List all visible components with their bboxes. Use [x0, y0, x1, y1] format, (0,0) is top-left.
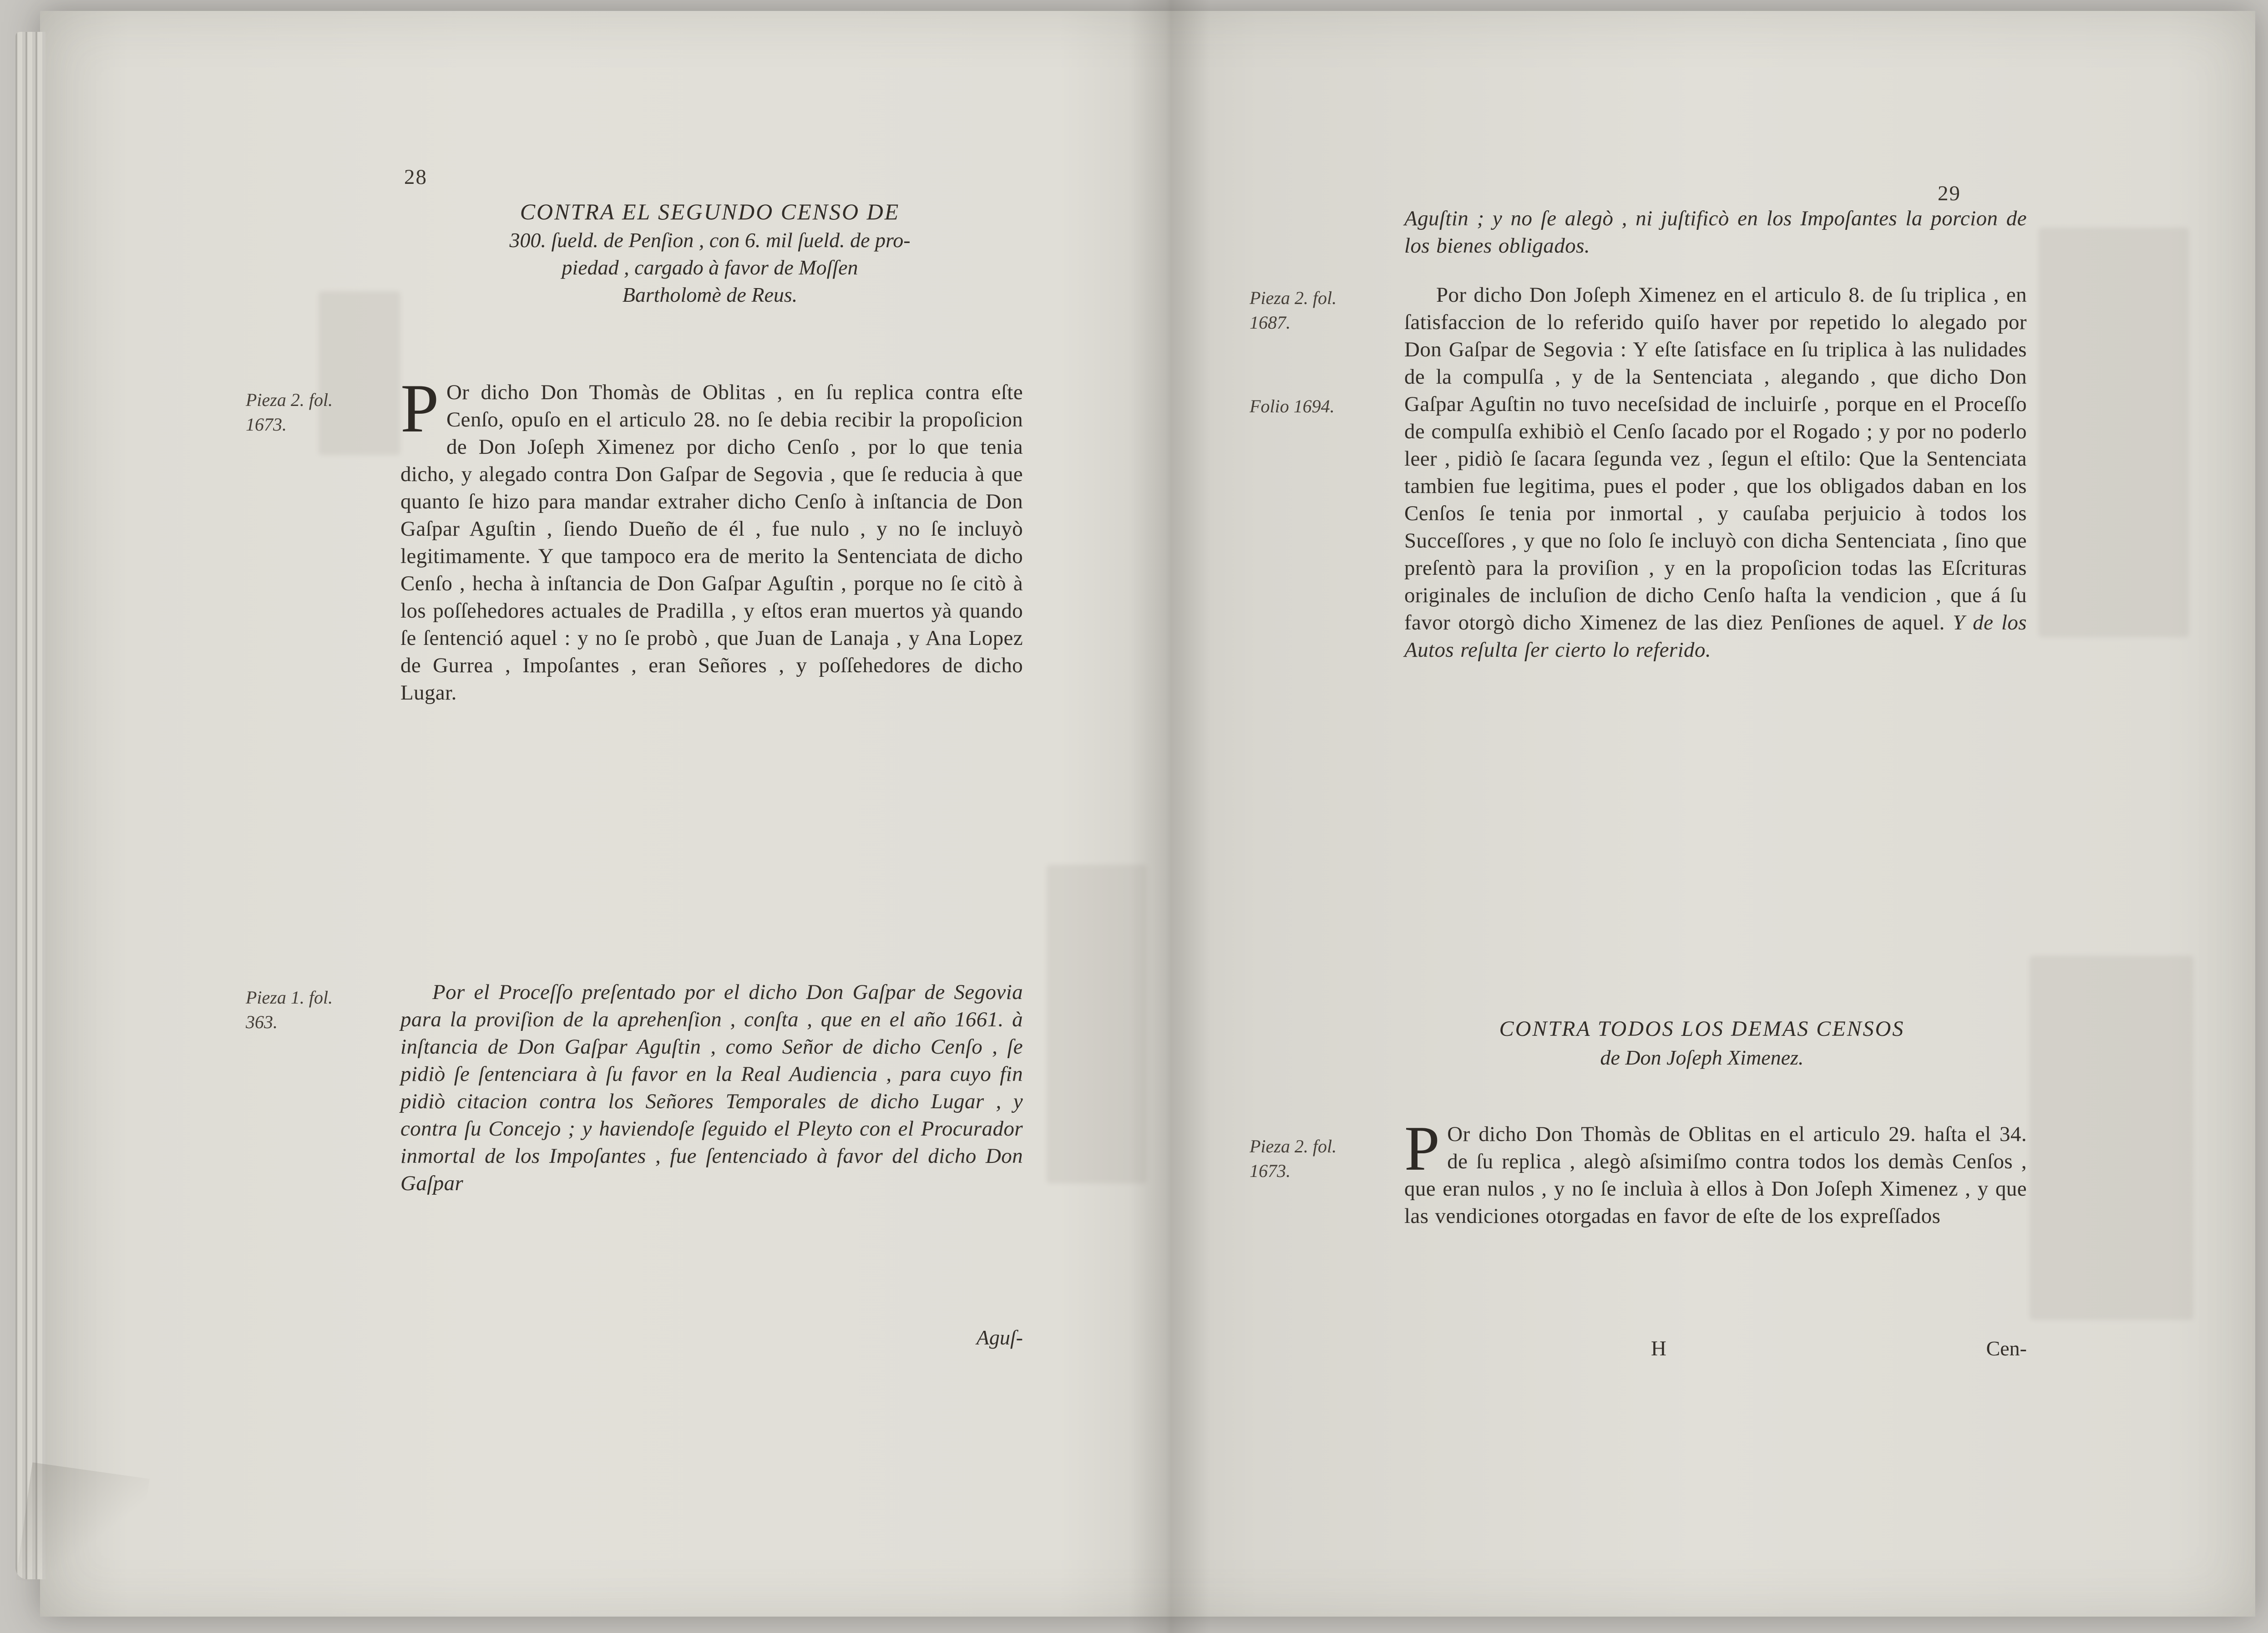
heading-line: Bartholomè de Reus.	[622, 283, 798, 306]
section-heading-right	[1361, 1014, 2043, 1071]
margin-note: Pieza 2. fol. 1673.	[1250, 1136, 1337, 1181]
page-corner-curl	[16, 1462, 150, 1596]
drop-cap: P	[1404, 1113, 1440, 1184]
paragraph	[400, 979, 1023, 1197]
paragraph-text: Aguſtin ; y no ſe alegò , ni juſtificò en los Impoſantes la porcion de los bienes obligados.	[1404, 207, 2027, 258]
heading-line: de Don Joſeph Ximenez.	[1600, 1046, 1804, 1069]
bleed-through-mark	[2039, 228, 2189, 637]
paragraph-text: Por dicho Don Joſeph Ximenez en el articulo 8. de ſu triplica , en ſatisfaccion de lo referido quiſo haver por repetido lo alegado por Don Gaſpar de Segovia : Y eſte ſatisface en ſu triplica à las nulidades de la compulſa , y de la Sentenciata , alegando , que dicho Don Gaſpar Aguſtin no tuvo neceſsidad de incluirſe , porque en el Proceſſo de compulſa exhibiò el Cenſo ſacado por el Rogado ; y por no poderlo leer , pidiò ſe ſacara ſegunda vez , ſegun el eſtilo: Que la Sentenciata tambien fue legitima, pues el poder , que los obligados daban en los Cenſos ſe tenia por inmortal , y cauſaba perjuicio à todos los Succeſſores , y que no ſolo ſe incluyò con dicha Sentenciata , ſino que preſentò para la proviſion , y en la propoſicion todas las Eſcrituras originales de incluſion de dicho Cenſo haſta la vendicion , que á ſu favor otorgò dicho Ximenez de las diez Penſiones de aquel.	[1404, 283, 2027, 634]
margin-note: Pieza 2. fol. 1687.	[1250, 288, 1337, 333]
bleed-through-mark	[1047, 865, 1147, 1183]
continuation-paragraph	[1404, 205, 2027, 259]
catchword: Cen-	[1986, 1337, 2027, 1360]
book-gutter	[1129, 0, 1210, 1633]
paragraph-text: Or dicho Don Thomàs de Oblitas , en ſu replica contra eſte Cenſo, opuſo en el articulo 28. no ſe debia recibir la propoſicion de Don Joſeph Ximenez por dicho Cenſo , por lo que tenia dicho, y alegado contra Don Gaſpar de Segovia , que ſe reducia à que quanto ſe hizo para mandar extraher dicho Cenſo à inſtancia de Don Gaſpar Aguſtin , ſiendo Dueño de él , fue nulo , y no ſe incluyò legitimamente. Y que tampoco era de merito la Sentenciata de dicho Cenſo , hecha à inſtancia de Don Gaſpar Aguſtin , porque no ſe citò à los poſſehedores actuales de Pradilla , y eſtos eran muertos yà quando ſe ſentenció aquel : y no ſe probò , que Juan de Lanaja , y Ana Lopez de Gurrea , Impoſantes , eran Señores , y poſſehedores de dicho Lugar.	[400, 380, 1023, 705]
paragraph	[400, 370, 1023, 706]
paragraph	[1404, 281, 2027, 664]
margin-note: Pieza 1. fol. 363.	[246, 987, 333, 1032]
drop-cap: P	[400, 370, 439, 446]
paragraph-text: Or dicho Don Thomàs de Oblitas en el articulo 29. haſta el 34. de ſu replica , alegò aſsimiſmo contra todos los demàs Cenſos , que eran nulos , y no ſe incluìa à ellos à Don Joſeph Ximenez , y que las vendiciones otorgadas en favor de eſte de los expreſſados	[1404, 1122, 2027, 1228]
heading-line: piedad , cargado à favor de Moſſen	[562, 256, 858, 279]
margin-note: Folio 1694.	[1250, 396, 1335, 416]
heading-line: CONTRA TODOS LOS DEMAS CENSOS	[1499, 1017, 1905, 1041]
signature-mark: H	[1651, 1337, 1666, 1360]
paragraph-text-italic: Y de los Autos reſulta ſer cierto lo referido.	[1404, 611, 2027, 662]
margin-note: Pieza 2. fol. 1673.	[246, 390, 333, 435]
section-heading-left	[359, 197, 1060, 309]
bleed-through-mark	[2030, 956, 2193, 1320]
page-number-left: 28	[404, 165, 427, 189]
heading-line: 300. ſueld. de Penſion , con 6. mil ſueld. de pro-	[509, 228, 911, 252]
page-number-right: 29	[1938, 182, 1961, 205]
page-edge-stack	[15, 32, 46, 1579]
catchword: Aguſ-	[976, 1326, 1023, 1349]
heading-line: CONTRA EL SEGUNDO CENSO DE	[520, 199, 900, 224]
paragraph-text: Por el Proceſſo preſentado por el dicho Don Gaſpar de Segovia para la proviſion de la aprehenſion , conſta , que en el año 1661. à inſtancia de Don Gaſpar Aguſtin , como Señor de dicho Cenſo , ſe pidiò ſe ſentenciara à ſu favor en la Real Audiencia , para cuyo fin pidiò citacion contra los Señores Temporales de dicho Lugar , y contra ſu Concejo ; y haviendoſe ſeguido el Pleyto con el Procurador inmortal de los Impoſantes , fue ſentenciado à favor del dicho Don Gaſpar	[400, 980, 1023, 1195]
paragraph	[1404, 1113, 2027, 1230]
